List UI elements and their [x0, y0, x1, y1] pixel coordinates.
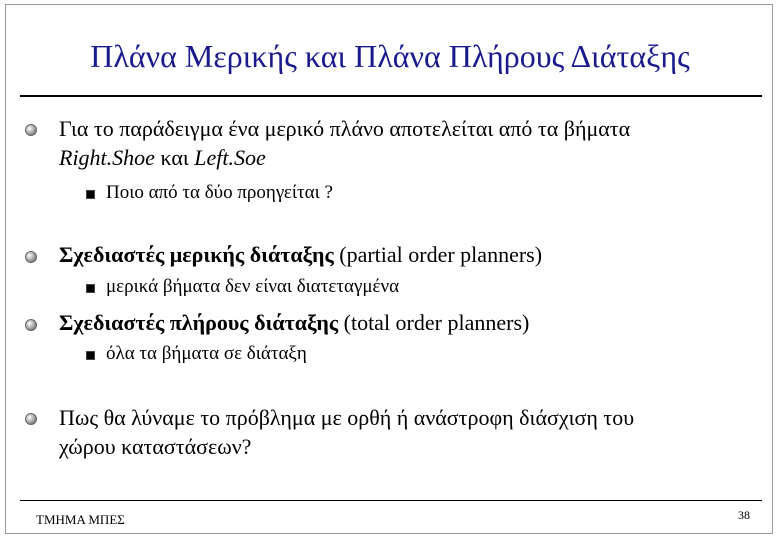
- term-partial-order: Σχεδιαστές μερικής διάταξης: [59, 242, 334, 267]
- term-total-order: Σχεδιαστές πλήρους διάταξης: [59, 310, 339, 335]
- term-right-shoe: Right.Shoe: [59, 145, 155, 170]
- bullet-2-line: [59, 242, 542, 268]
- sub-bullet-square-icon: [86, 351, 95, 360]
- term-left-soe: Left.Soe: [194, 145, 266, 170]
- bullet-4-line-2: χώρου καταστάσεων?: [59, 434, 252, 459]
- bullet-dot-icon: [25, 251, 37, 263]
- bullet-dot-icon: [25, 319, 37, 331]
- bullet-dot-icon: [25, 413, 37, 425]
- title-divider: [20, 95, 762, 97]
- page-number: 38: [738, 508, 750, 522]
- sub-bullet-square-icon: [86, 284, 95, 293]
- bullet-1-line-2: [59, 145, 266, 171]
- bullet-dot-icon: [25, 124, 37, 136]
- term-total-order-english: (total order planners): [338, 310, 530, 335]
- conjunction: και: [154, 145, 195, 170]
- footer-divider: [20, 500, 762, 501]
- footer-department: ΤΜΗΜΑ ΜΠΕΣ: [36, 512, 125, 527]
- bullet-3-sub: όλα τα βήματα σε διάταξη: [106, 343, 307, 364]
- term-partial-order-english: (partial order planners): [333, 242, 543, 267]
- bullet-4-line-1: Πως θα λύναμε το πρόβλημα με ορθή ή ανάστροφη διάσχιση του: [59, 405, 635, 430]
- bullet-3-line: [59, 310, 529, 336]
- bullet-2-sub: μερικά βήματα δεν είναι διατεταγμένα: [106, 276, 400, 297]
- slide-title: Πλάνα Μερικής και Πλάνα Πλήρους Διάταξης: [90, 38, 690, 74]
- bullet-1-line-1: Για το παράδειγμα ένα μερικό πλάνο αποτελείται από τα βήματα: [59, 116, 631, 141]
- sub-bullet-square-icon: [86, 190, 95, 199]
- bullet-1-sub: Ποιο από τα δύο προηγείται ?: [106, 182, 333, 203]
